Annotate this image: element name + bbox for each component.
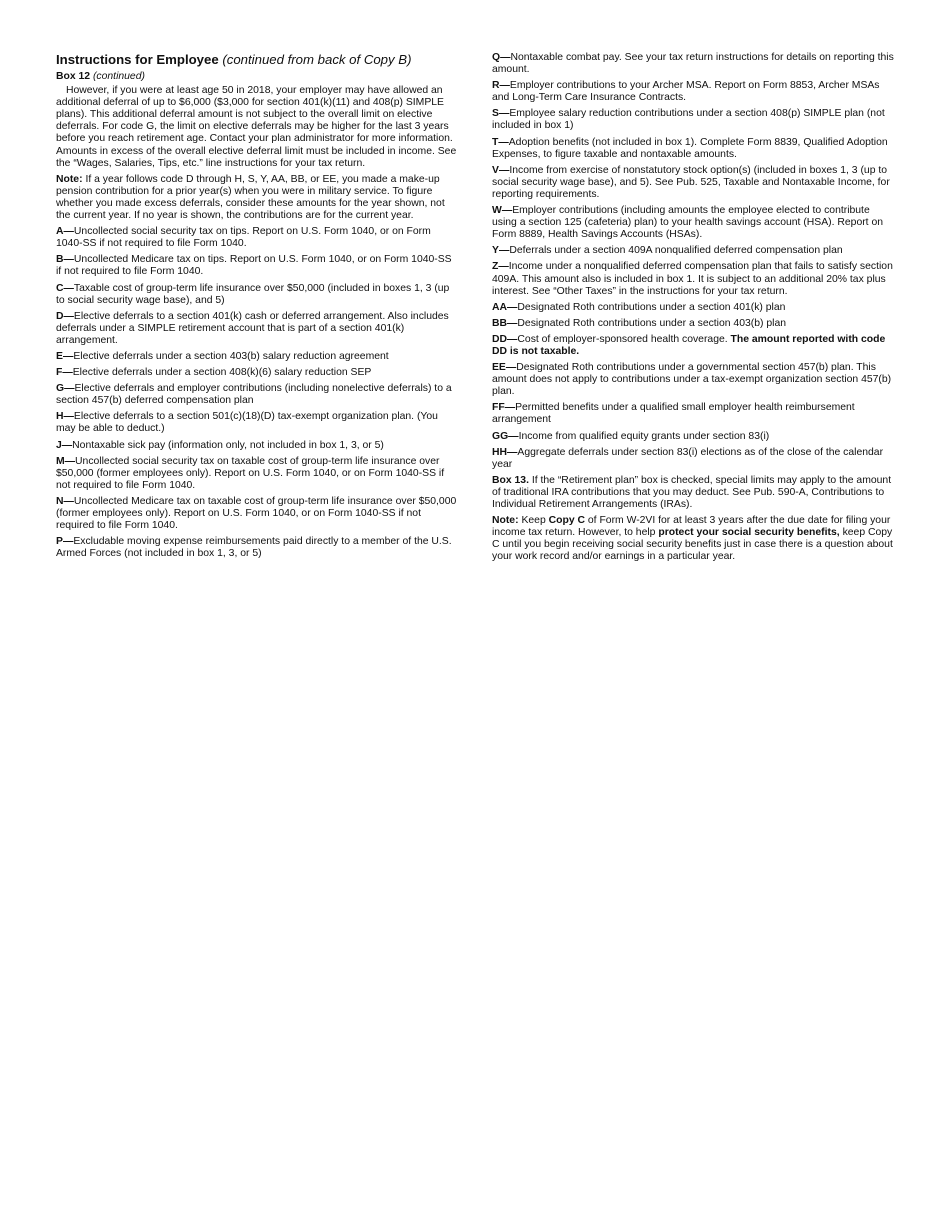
- code-item: [56, 311, 458, 347]
- code-dash: —: [508, 430, 519, 442]
- code-letter: EE: [492, 362, 506, 374]
- code-dash: —: [507, 333, 518, 345]
- code-item: [492, 108, 896, 132]
- note-paragraph: [56, 174, 458, 222]
- code-item: [492, 447, 896, 471]
- code-text: Income under a nonqualified deferred compensation plan that fails to satisfy section 409A. This amount also is included in box 1. It is subject to an additional 20% tax plus interest. See “Other Taxes” in the instructions for your tax return.: [492, 261, 893, 297]
- code-item: [56, 383, 458, 407]
- note2-text-3: keep Copy C until you begin receiving social security benefits just in case there is a question about your work record and/or earnings in a particular year.: [492, 527, 893, 563]
- code-letter: GG: [492, 430, 509, 442]
- code-item: [492, 402, 896, 426]
- code-dash: —: [64, 383, 75, 395]
- code-text: Uncollected Medicare tax on tips. Report on U.S. Form 1040, or on Form 1040-SS if not required to file Form 1040.: [56, 254, 452, 278]
- note-text: If a year follows code D through H, S, Y, AA, BB, or EE, you made a make-up pension contribution for a prior year(s) when you were in military service. To figure whether you made excess deferrals, consider these amounts for the year shown, not the current year. If no year is shown, the contributions are for the current year.: [56, 173, 445, 222]
- code-dash: —: [63, 495, 74, 507]
- code-dash: —: [498, 245, 510, 257]
- code-item: [56, 254, 458, 278]
- code-item: [492, 334, 896, 358]
- note2-text-2: of Form W-2VI for at least 3 years after the due date for filing your income tax return. However, to help: [492, 515, 891, 539]
- codes-list-right: [492, 52, 896, 330]
- code-item: [56, 351, 458, 363]
- code-letter: J: [56, 439, 62, 451]
- code-dash: —: [500, 52, 511, 63]
- code-text: Uncollected social security tax on tips. Report on U.S. Form 1040, or on Form 1040-SS if not required to file Form 1040.: [56, 226, 431, 250]
- code-letter: S: [492, 108, 499, 120]
- code-text: Income from qualified equity grants under section 83(i): [518, 430, 770, 442]
- code-letter: DD: [492, 333, 508, 345]
- code-text: Elective deferrals and employer contributions (including nonelective deferrals) to a section 457(b) deferred compensation plan: [56, 383, 452, 407]
- box12-heading: [56, 71, 458, 83]
- code-dash: —: [63, 282, 74, 294]
- code-item: [492, 431, 896, 443]
- code-letter: AA: [492, 301, 508, 313]
- code-text: Aggregate deferrals under section 83(i) elections as of the close of the calendar year: [492, 446, 884, 470]
- right-column: [492, 52, 896, 567]
- box13-label: Box 13.: [492, 474, 529, 486]
- note2-paragraph: [492, 515, 896, 563]
- dd-bold-text: The amount reported with code DD is not taxable.: [492, 333, 886, 357]
- code-text: Employee salary reduction contributions under a section 408(p) SIMPLE plan (not included in box 1): [492, 108, 885, 132]
- code-text: Nontaxable combat pay. See your tax return instructions for details on reporting this amount.: [492, 52, 894, 76]
- page-title: [56, 52, 458, 68]
- code-dash: —: [498, 108, 510, 120]
- code-item: [56, 226, 458, 250]
- code-letter: BB: [492, 317, 508, 329]
- code-letter: T: [492, 136, 499, 148]
- code-letter: Y: [492, 245, 499, 257]
- code-text: Elective deferrals under a section 408(k)(6) salary reduction SEP: [72, 367, 372, 379]
- codes-list-left: [56, 226, 458, 560]
- left-column: [56, 52, 458, 564]
- code-item: [492, 80, 896, 104]
- note2-bold-2: protect your social security benefits,: [658, 527, 840, 539]
- code-text: Elective deferrals under a section 403(b) salary reduction agreement: [73, 350, 389, 362]
- code-dash: —: [62, 536, 74, 548]
- code-item: [56, 496, 458, 532]
- intro-paragraph: However, if you were at least age 50 in 2018, your employer may have allowed an additional deferral of up to $6,000 ($3,000 for section 401(k)(11) and 408(p) SIMPLE plans). This additional deferral amount is not subject to the overall limit on elective deferrals. For code G, the limit on elective deferrals may be higher for the last 3 years before you reach retirement age. Contact your plan administrator for more information. Amounts in excess of the overall elective deferral limit must be included in income. See the “Wages, Salaries, Tips, etc.” line instructions for your tax return.: [56, 85, 457, 169]
- code-letter: C: [56, 282, 64, 294]
- code-item: [56, 367, 458, 379]
- note2-text-1: Keep: [521, 515, 546, 527]
- code-letter: W: [492, 205, 502, 217]
- code-text: Permitted benefits under a qualified small employer health reimbursement arrangement: [492, 402, 855, 426]
- code-text: Nontaxable sick pay (information only, not included in box 1, 3, or 5): [72, 439, 384, 451]
- code-text: Employer contributions (including amounts the employee elected to contribute using a section 125 (cafeteria) plan) to your health savings account (HSA). Report on Form 8889, Health Savings Accounts (HSAs).: [492, 205, 884, 241]
- code-letter: E: [56, 350, 63, 362]
- code-dash: —: [507, 317, 518, 329]
- code-item: [492, 318, 896, 330]
- code-letter: F: [56, 367, 63, 379]
- code-text: Income from exercise of nonstatutory stock option(s) (included in boxes 1, 3 (up to social security wage base), and 5). See Pub. 525, Taxable and Nontaxable Income, for reporting requirements.: [492, 164, 890, 200]
- code-dash: —: [498, 136, 509, 148]
- code-item: [56, 283, 458, 307]
- code-letter: Z: [492, 261, 499, 273]
- code-text: Employer contributions to your Archer MSA. Report on Form 8853, Archer MSAs and Long-Term Care Insurance Contracts.: [492, 80, 880, 104]
- code-item: [492, 362, 896, 398]
- code-dash: —: [505, 362, 517, 374]
- box13-text: If the “Retirement plan” box is checked, special limits may apply to the amount of traditional IRA contributions that you may deduct. See Pub. 590-A, Contributions to Individual Retirement Arrangements (IRAs).: [492, 474, 892, 510]
- code-letter: D: [56, 310, 64, 322]
- title-subtitle: (continued from back of Copy B): [222, 52, 412, 67]
- code-text: Excludable moving expense reimbursements paid directly to a member of the U.S. Armed Forces (not included in box 1, 3, or 5): [56, 536, 452, 560]
- code-item: [56, 536, 458, 560]
- code-text: Designated Roth contributions under a governmental section 457(b) plan. This amount does not apply to contributions under a tax-exempt organization section 457(b) plan.: [492, 362, 892, 398]
- code-text: Taxable cost of group-term life insurance over $50,000 (included in boxes 1, 3 (up to social security wage base), and 5): [56, 282, 450, 306]
- code-letter: HH: [492, 446, 508, 458]
- code-text: Elective deferrals to a section 401(k) cash or deferred arrangement. Also includes deferrals under a SIMPLE retirement account that is part of a section 401(k) arrangement.: [56, 310, 449, 346]
- code-letter: R: [492, 80, 500, 92]
- note-label: Note:: [56, 173, 83, 185]
- code-letter: G: [56, 383, 65, 395]
- code-letter: FF: [492, 402, 505, 414]
- code-text: Uncollected Medicare tax on taxable cost of group-term life insurance over $50,000 (former employees only). Report on U.S. Form 1040, or on Form 1040-SS if not required to file Form 1040.: [56, 495, 457, 532]
- code-letter: N: [56, 495, 64, 507]
- code-dash: —: [507, 301, 518, 313]
- code-letter: Q: [492, 52, 501, 63]
- box12-continued: (continued): [92, 71, 145, 82]
- code-item: [56, 456, 458, 492]
- code-text: Elective deferrals to a section 501(c)(18)(D) tax-exempt organization plan. (You may be able to deduct.): [56, 411, 438, 435]
- note2-bold-1: Copy C: [548, 515, 585, 527]
- code-dash: —: [63, 411, 74, 423]
- code-text: Designated Roth contributions under a section 403(b) plan: [517, 317, 787, 329]
- code-item: [492, 302, 896, 314]
- code-letter: B: [56, 254, 64, 266]
- code-text: Cost of employer-sponsored health coverage.: [517, 333, 728, 345]
- code-letter: V: [492, 164, 499, 176]
- box13-paragraph: [492, 475, 896, 511]
- code-dash: —: [63, 226, 74, 238]
- code-dash: —: [499, 80, 510, 92]
- code-item: [492, 245, 896, 257]
- code-item: [56, 411, 458, 435]
- code-letter: M: [56, 455, 65, 467]
- code-dash: —: [498, 164, 510, 176]
- box12-label: Box 12: [56, 71, 91, 82]
- code-item: [492, 205, 896, 241]
- codes-list-right-2: [492, 362, 896, 471]
- note2-label: Note:: [492, 515, 519, 527]
- code-dash: —: [61, 439, 73, 451]
- code-dash: —: [63, 254, 74, 266]
- code-letter: P: [56, 536, 63, 548]
- code-item: [492, 261, 896, 297]
- code-text: Designated Roth contributions under a section 401(k) plan: [517, 301, 786, 313]
- code-dash: —: [501, 205, 513, 217]
- code-dash: —: [64, 455, 76, 467]
- code-item: [492, 52, 896, 76]
- code-dash: —: [63, 310, 74, 322]
- code-text: Deferrals under a section 409A nonqualified deferred compensation plan: [509, 245, 843, 257]
- code-text: Adoption benefits (not included in box 1). Complete Form 8839, Qualified Adoption Expenses, to figure taxable and nontaxable amounts.: [492, 136, 888, 160]
- code-dash: —: [62, 350, 74, 362]
- code-dash: —: [504, 402, 516, 414]
- code-item: [56, 440, 458, 452]
- code-letter: H: [56, 411, 64, 423]
- code-dash: —: [62, 367, 73, 379]
- code-dash: —: [498, 261, 509, 273]
- code-item: [492, 165, 896, 201]
- code-item: [492, 137, 896, 161]
- code-letter: A: [56, 226, 64, 238]
- code-dash: —: [507, 446, 518, 458]
- title-text: Instructions for Employee: [56, 52, 219, 67]
- code-text: Uncollected social security tax on taxable cost of group-term life insurance over $50,000 (former employees only). Report on U.S. Form 1040, or on Form 1040-SS if not required to file Form 1040.: [56, 455, 445, 491]
